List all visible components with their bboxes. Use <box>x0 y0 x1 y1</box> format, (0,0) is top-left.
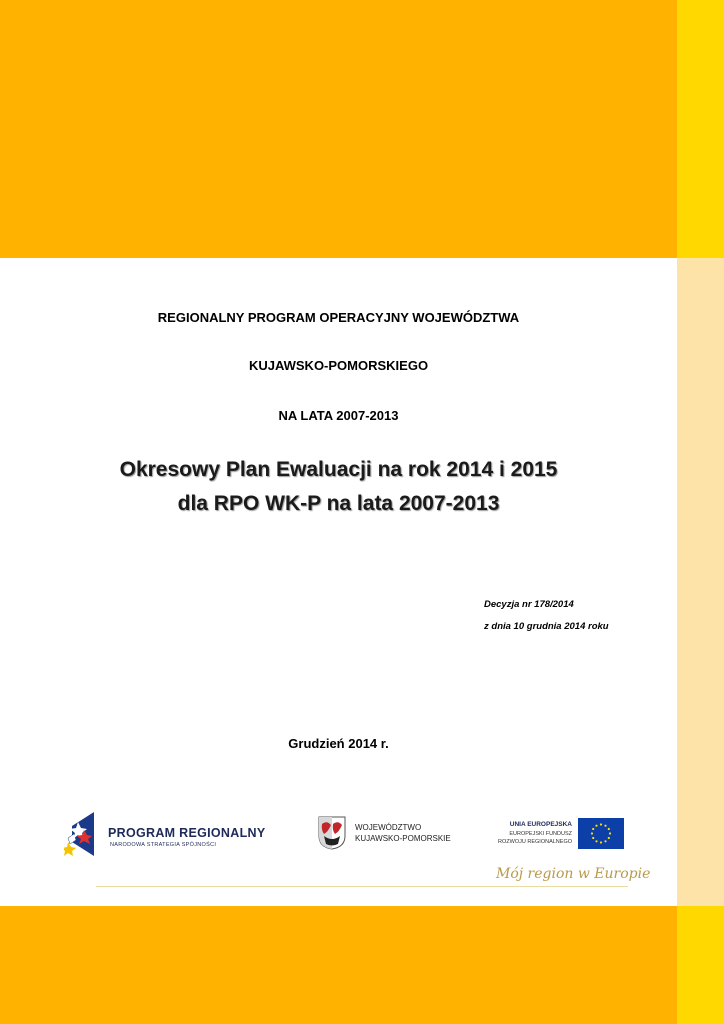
program-regionalny-title: PROGRAM REGIONALNY <box>108 826 266 840</box>
top-yellow-strip <box>677 0 724 258</box>
program-header-line-1: REGIONALNY PROGRAM OPERACYJNY WOJEWÓDZTWA <box>157 310 520 325</box>
eu-label-line-1: UNIA EUROPEJSKA <box>509 821 572 828</box>
top-orange-band <box>0 0 677 258</box>
program-regionalny-logo-icon <box>64 808 100 860</box>
eu-flag-icon <box>578 818 624 849</box>
document-title-line-1: Okresowy Plan Ewaluacji na rok 2014 i 2015 <box>119 458 558 481</box>
wojewodztwo-label-line-2: KUJAWSKO-POMORSKIE <box>355 834 451 843</box>
bottom-orange-band <box>0 906 677 1024</box>
coat-of-arms-icon <box>318 816 346 850</box>
program-header-line-3: NA LATA 2007-2013 <box>278 408 399 423</box>
program-regionalny-subtitle: NARODOWA STRATEGIA SPÓJNOŚCI <box>110 842 217 848</box>
decision-number: Decyzja nr 178/2014 <box>484 599 574 610</box>
side-pale-strip <box>677 258 724 906</box>
slogan: Mój region w Europie <box>496 866 651 882</box>
eu-label-line-3: ROZWOJU REGIONALNEGO <box>498 839 572 845</box>
document-title-line-2: dla RPO WK-P na lata 2007-2013 <box>177 492 500 515</box>
decision-date: z dnia 10 grudnia 2014 roku <box>484 621 609 632</box>
document-date: Grudzień 2014 r. <box>288 736 389 751</box>
wojewodztwo-label-line-1: WOJEWÓDZTWO <box>355 823 422 832</box>
bottom-yellow-strip <box>677 906 724 1024</box>
program-header-line-2: KUJAWSKO-POMORSKIEGO <box>248 358 429 373</box>
eu-label-line-2: EUROPEJSKI FUNDUSZ <box>509 831 572 837</box>
logos-divider <box>96 886 628 887</box>
